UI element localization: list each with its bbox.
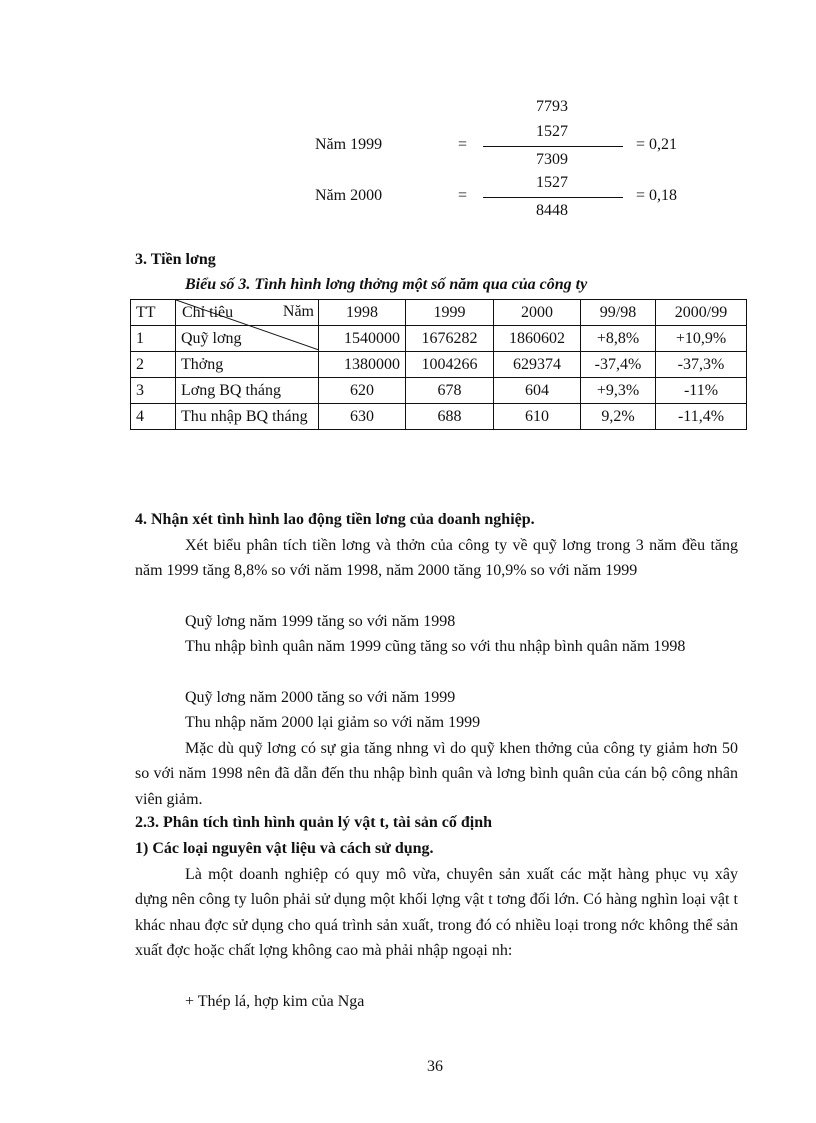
header-diagonal-cell: [176, 300, 319, 326]
row-value: 630: [319, 404, 406, 430]
section-4-paragraph-1: Xét biểu phân tích tiền lơng và thởn của công ty về quỹ lơng trong 3 năm đều tăng năm 1999 tăng 8,8% so với năm 1998, năm 2000 tăng 10,9% so với năm 1999: [135, 537, 738, 580]
header-col-1998: 1998: [319, 300, 406, 326]
row-name: Lơng BQ tháng: [176, 378, 319, 404]
section-4-paragraph-5: Thu nhập năm 2000 lại giảm so với năm 1999: [185, 714, 481, 731]
header-col-2000-99: 2000/99: [656, 300, 747, 326]
formula-row2-denominator: 8448: [536, 202, 568, 219]
header-indicator-label: Chỉ tiêu: [182, 304, 234, 321]
table-row: [131, 404, 747, 430]
formula-row1-numerator: 1527: [536, 123, 568, 140]
row-value: -11,4%: [656, 404, 747, 430]
row-value: 1004266: [406, 352, 494, 378]
row-value: 629374: [494, 352, 581, 378]
row-tt: 2: [131, 352, 176, 378]
row-tt: 1: [131, 326, 176, 352]
row-value: -37,4%: [581, 352, 656, 378]
salary-bonus-table: [130, 299, 747, 430]
table-row: [131, 352, 747, 378]
row-value: 678: [406, 378, 494, 404]
row-name: Thu nhập BQ tháng: [176, 404, 319, 430]
row-value: +8,8%: [581, 326, 656, 352]
row-value: 604: [494, 378, 581, 404]
table-caption: Biểu số 3. Tình hình lơng thởng một số năm qua của công ty: [185, 276, 588, 293]
row-value: 9,2%: [581, 404, 656, 430]
row-value: 1380000: [319, 352, 406, 378]
formula-row1-fraction-bar: [483, 146, 623, 147]
row-value: 1676282: [406, 326, 494, 352]
section-4-paragraph-3: Thu nhập bình quân năm 1999 cũng tăng so với thu nhập bình quân năm 1998: [185, 638, 686, 655]
row-value: 688: [406, 404, 494, 430]
formula-row1-label: Năm 1999: [315, 136, 383, 153]
header-col-99-98: 99/98: [581, 300, 656, 326]
section-2-3-heading: 2.3. Phân tích tình hình quản lý vật t, tài sản cố định: [135, 814, 492, 831]
row-tt: 4: [131, 404, 176, 430]
header-col-1999: 1999: [406, 300, 494, 326]
row-value: -11%: [656, 378, 747, 404]
formula-row2-result: = 0,18: [636, 187, 678, 204]
header-col-2000: 2000: [494, 300, 581, 326]
header-year-label: Năm: [282, 303, 314, 320]
table-row: [131, 378, 747, 404]
row-value: 1540000: [319, 326, 406, 352]
section-4-paragraph-6: Mặc dù quỹ lơng có sự gia tăng nhng vì do quỹ khen thởng của công ty giảm hơn 50 so với năm 1998 nên đã dẫn đến thu nhập bình quân và lơng bình quân của cán bộ công nhân viên giảm.: [135, 740, 738, 808]
formula-row1-denominator: 7309: [536, 151, 568, 168]
row-name: Quỹ lơng: [176, 326, 319, 352]
section-4-heading: 4. Nhận xét tình hình lao động tiền lơng của doanh nghiệp.: [135, 511, 535, 528]
formula-row2-fraction-bar: [483, 197, 623, 198]
row-value: -37,3%: [656, 352, 747, 378]
header-tt: TT: [131, 300, 176, 326]
section-4-paragraph-4: Quỹ lơng năm 2000 tăng so với năm 1999: [185, 689, 456, 706]
formula-row2-equals: =: [458, 187, 468, 204]
section-2-3-paragraph-2: + Thép lá, hợp kim của Nga: [185, 993, 365, 1010]
row-value: 610: [494, 404, 581, 430]
section-3-heading: 3. Tiền lơng: [135, 251, 216, 268]
section-2-3-paragraph-1: Là một doanh nghiệp có quy mô vừa, chuyên sản xuất các mặt hàng phục vụ xây dựng nên công ty luôn phải sử dụng một khối lợng vật t tơng đối lớn. Có hàng nghìn loại vật t khác nhau đợc sử dụng cho quá trình sản xuất, trong đó có nhiều loại trong nớc không thể sản xuất đợc hoặc chất lợng không cao mà phải nhập ngoại nh:: [135, 866, 738, 960]
section-4-paragraph-2: Quỹ lơng năm 1999 tăng so với năm 1998: [185, 613, 456, 630]
formula-top-number: 7793: [536, 98, 568, 115]
row-value: +9,3%: [581, 378, 656, 404]
formula-row1-result: = 0,21: [636, 136, 678, 153]
section-2-3-subheading: 1) Các loại nguyên vật liệu và cách sử dụng.: [135, 840, 434, 857]
row-name: Thởng: [176, 352, 319, 378]
row-tt: 3: [131, 378, 176, 404]
formula-row1-equals: =: [458, 136, 468, 153]
formula-row2-numerator: 1527: [536, 174, 568, 191]
row-value: 1860602: [494, 326, 581, 352]
page-number: 36: [427, 1058, 443, 1075]
formula-row2-label: Năm 2000: [315, 187, 383, 204]
row-value: 620: [319, 378, 406, 404]
row-value: +10,9%: [656, 326, 747, 352]
